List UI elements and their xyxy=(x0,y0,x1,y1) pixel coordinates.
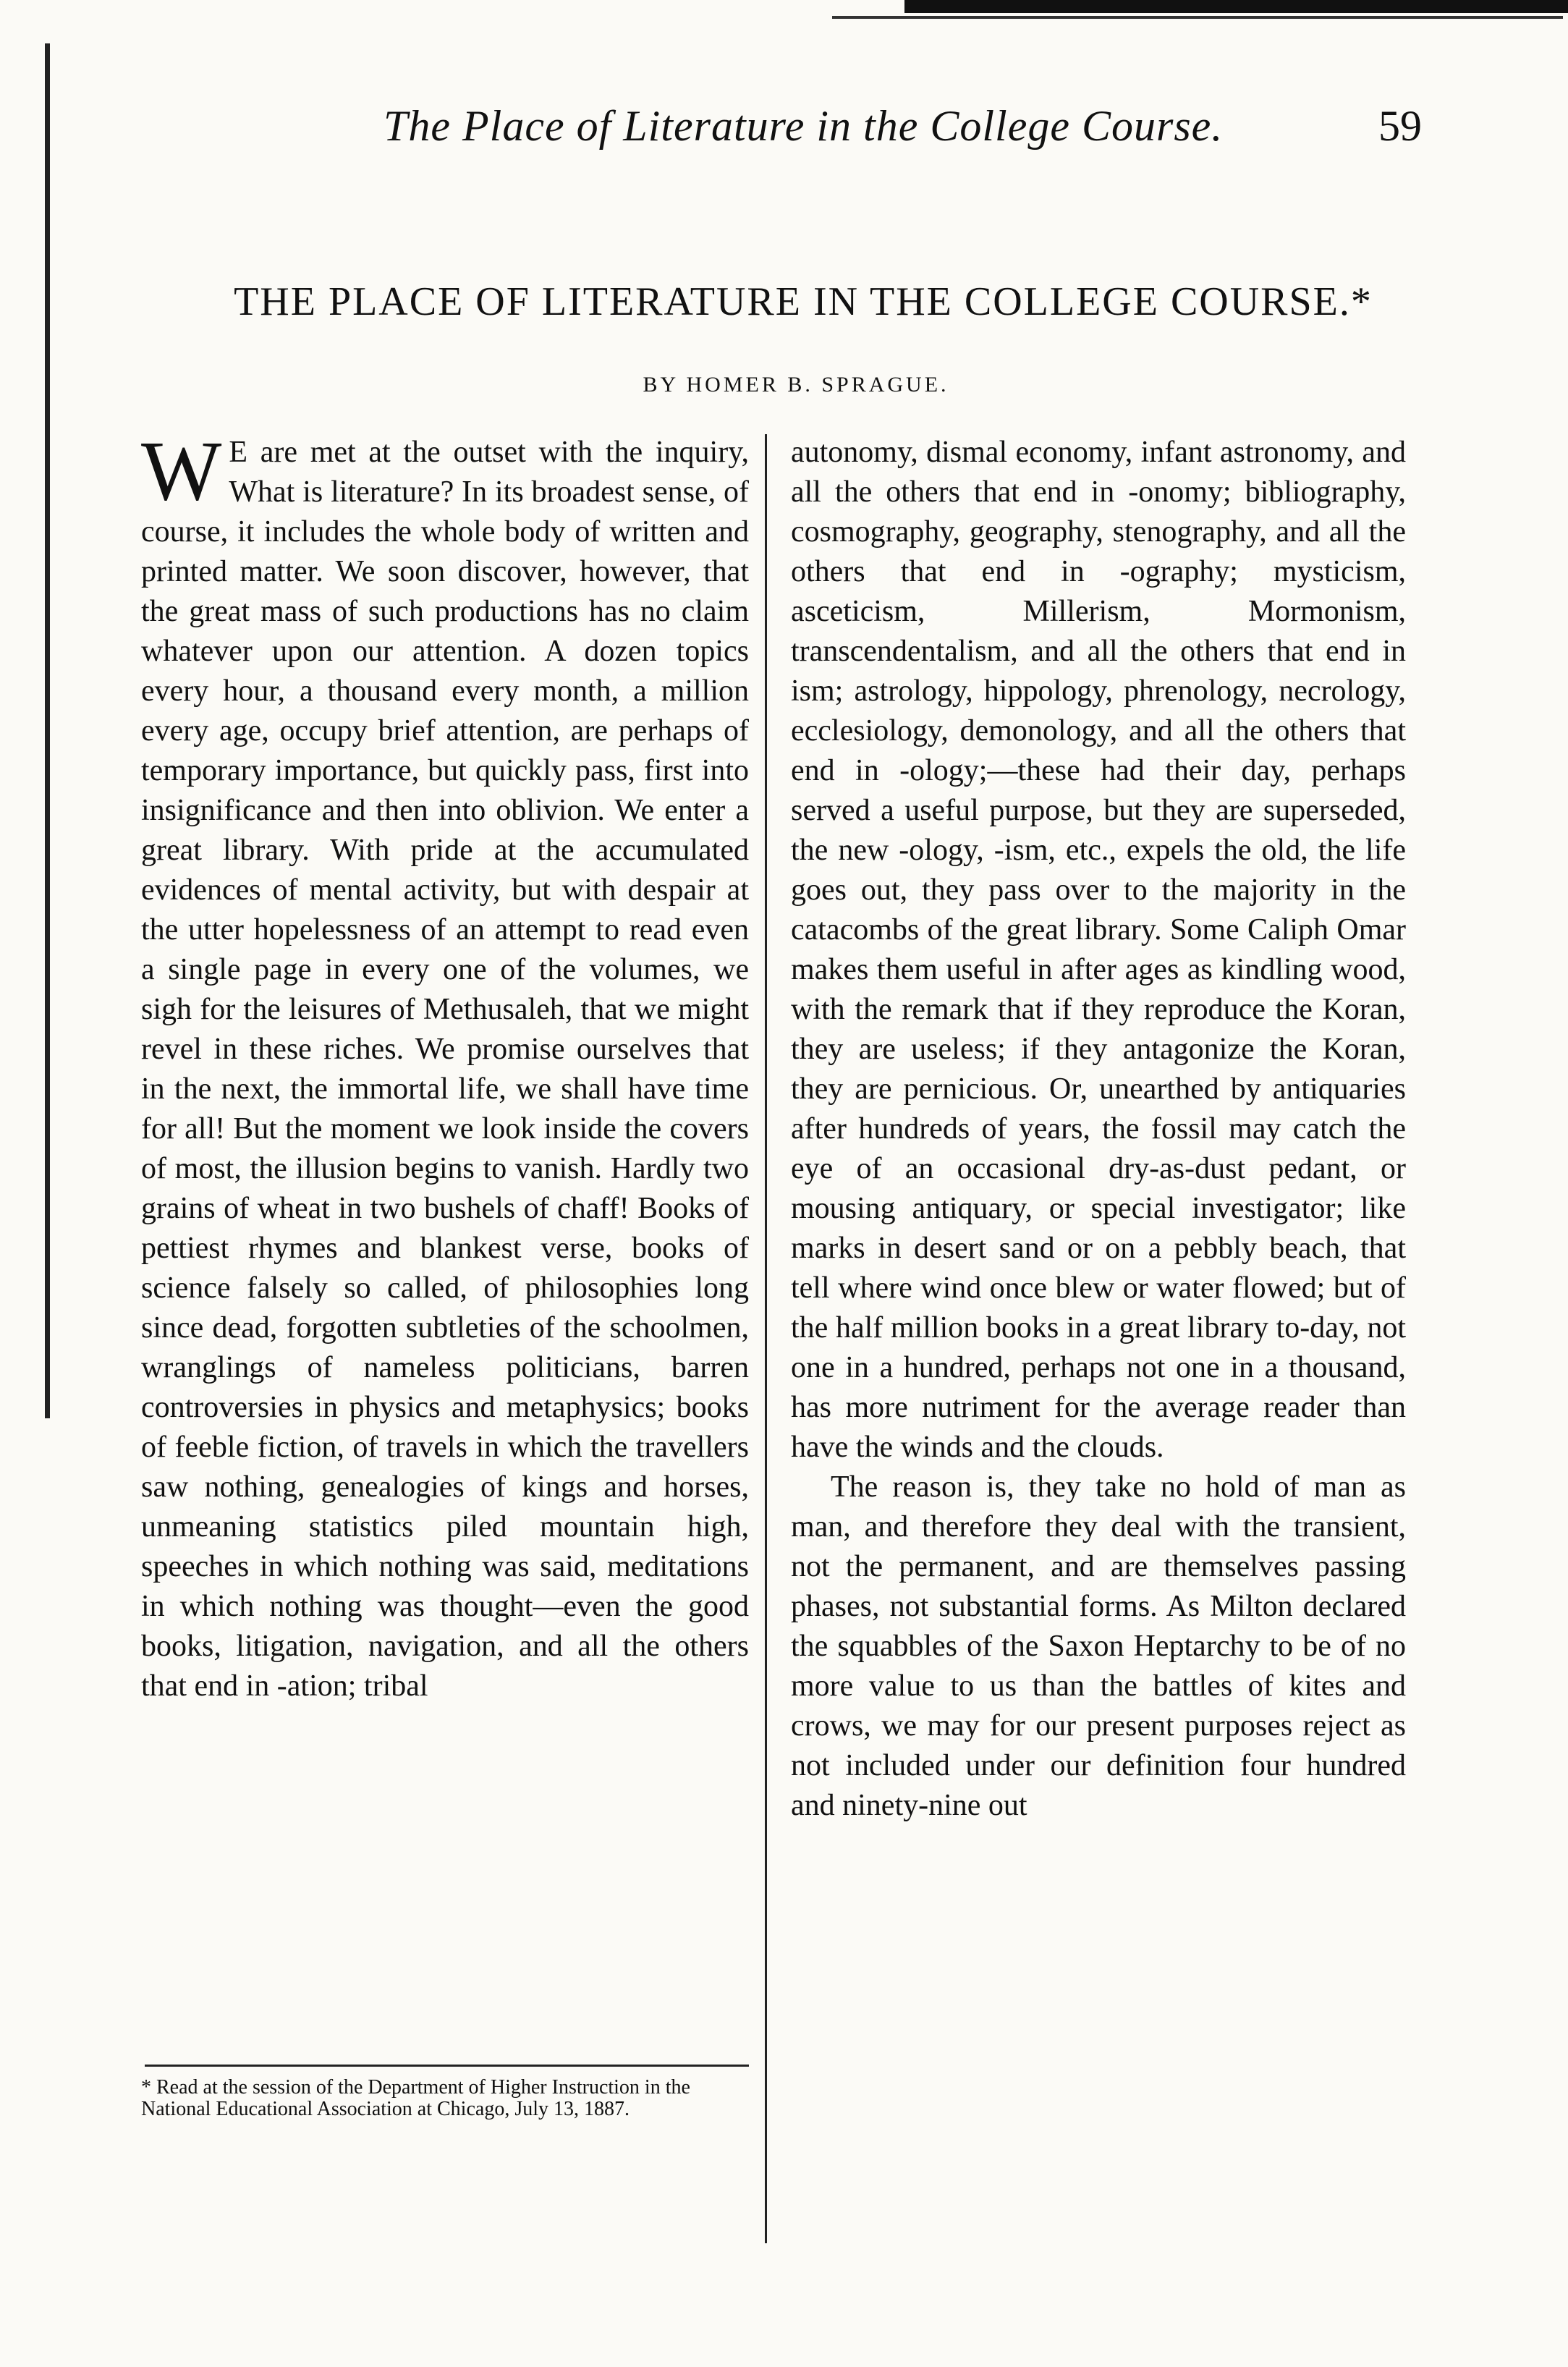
drop-cap: W xyxy=(141,423,222,518)
binding-margin-rule xyxy=(45,43,50,1418)
running-title: The Place of Literature in the College Course. xyxy=(383,102,1224,150)
right-paragraph-1: autonomy, dismal economy, infant astronomy, and all the others that end in -onomy; bibliography, cosmography, geography, stenography, and all the others that end in -ography; mysticism, asceticism, Millerism, Mormonism, transcendentalism, and all the others that end in ism; astrology, hippology, phrenology, necrology, ecclesiology, demonology, and all the others that end in -ology;—these had their day, perhaps served a useful purpose, but they are superseded, the new -ology, -ism, etc., expels the old, the life goes out, they pass over to the majority in the catacombs of the great library. Some Caliph Omar makes them useful in after ages as kindling wood, with the remark that if they reproduce the Koran, they are useless; if they antagonize the Koran, they are pernicious. Or, unearthed by antiquaries after hundreds of years, the fossil may catch the eye of an occasional dry-as-dust pedant, or mousing antiquary, or special investigator; like marks in desert sand or on a pebbly beach, that tell where wind once blew or water flowed; but of the half million books in a great library to-day, not one in a hundred, perhaps not one in a thousand, has more nutriment for the average reader than have the winds and the clouds. xyxy=(791,436,1406,1464)
byline: BY HOMER B. SPRAGUE. xyxy=(643,373,949,397)
left-paragraph-1 xyxy=(141,423,749,1706)
right-paragraph-2: The reason is, they take no hold of man as man, and therefore they deal with the transient, not the permanent, and are themselves passing phases, not substantial forms. As Milton declared the squabbles of the Saxon Heptarchy to be of no more value to us than the battles of kites and crows, we may for our present purposes reject as not included under our definition four hundred and ninety-nine out xyxy=(791,1470,1406,1822)
article-title: THE PLACE OF LITERATURE IN THE COLLEGE COURSE.* xyxy=(234,279,1373,324)
footnote: * Read at the session of the Department of Higher Instruction in the National Educational Association at Chicago, July 13, 1887. xyxy=(141,2076,690,2120)
running-head xyxy=(0,101,1568,166)
column-divider xyxy=(765,434,767,2243)
left-column xyxy=(141,423,749,1706)
page-number: 59 xyxy=(1378,102,1422,150)
top-edge-rule xyxy=(904,0,1568,13)
left-paragraph-1-text: E are met at the outset with the inquiry, What is literature? In its broadest sense, of course, it includes the whole body of written and printed matter. We soon discover, however, that the great mass of such productions has no claim whatever upon our attention. A dozen topics every hour, a thousand every month, a million every age, occupy brief attention, are perhaps of temporary importance, but quickly pass, first into insignificance and then into oblivion. We enter a great library. With pride at the accumulated evidences of mental activity, but with despair at the utter hopelessness of an attempt to read even a single page in every one of the volumes, we sigh for the leisures of Methusaleh, that we might revel in these riches. We promise ourselves that in the next, the immortal life, we shall have time for all! But the moment we look inside the covers of most, the illusion begins to vanish. Hardly two grains of wheat in two bushels of chaff! Books of pettiest rhymes and blankest verse, books of science falsely so called, of philosophies long since dead, forgotten subtleties of the schoolmen, wranglings of nameless politicians, barren controversies in physics and metaphysics; books of feeble fiction, of travels in which the travellers saw nothing, genealogies of kings and horses, unmeaning statistics piled mountain high, speeches in which nothing was said, meditations in which nothing was thought—even the good books, litigation, navigation, and all the others that end in -ation; tribal xyxy=(141,436,749,1703)
footnote-rule xyxy=(145,2065,749,2067)
top-edge-rule-thin xyxy=(832,16,1563,19)
right-column xyxy=(791,433,1406,1826)
